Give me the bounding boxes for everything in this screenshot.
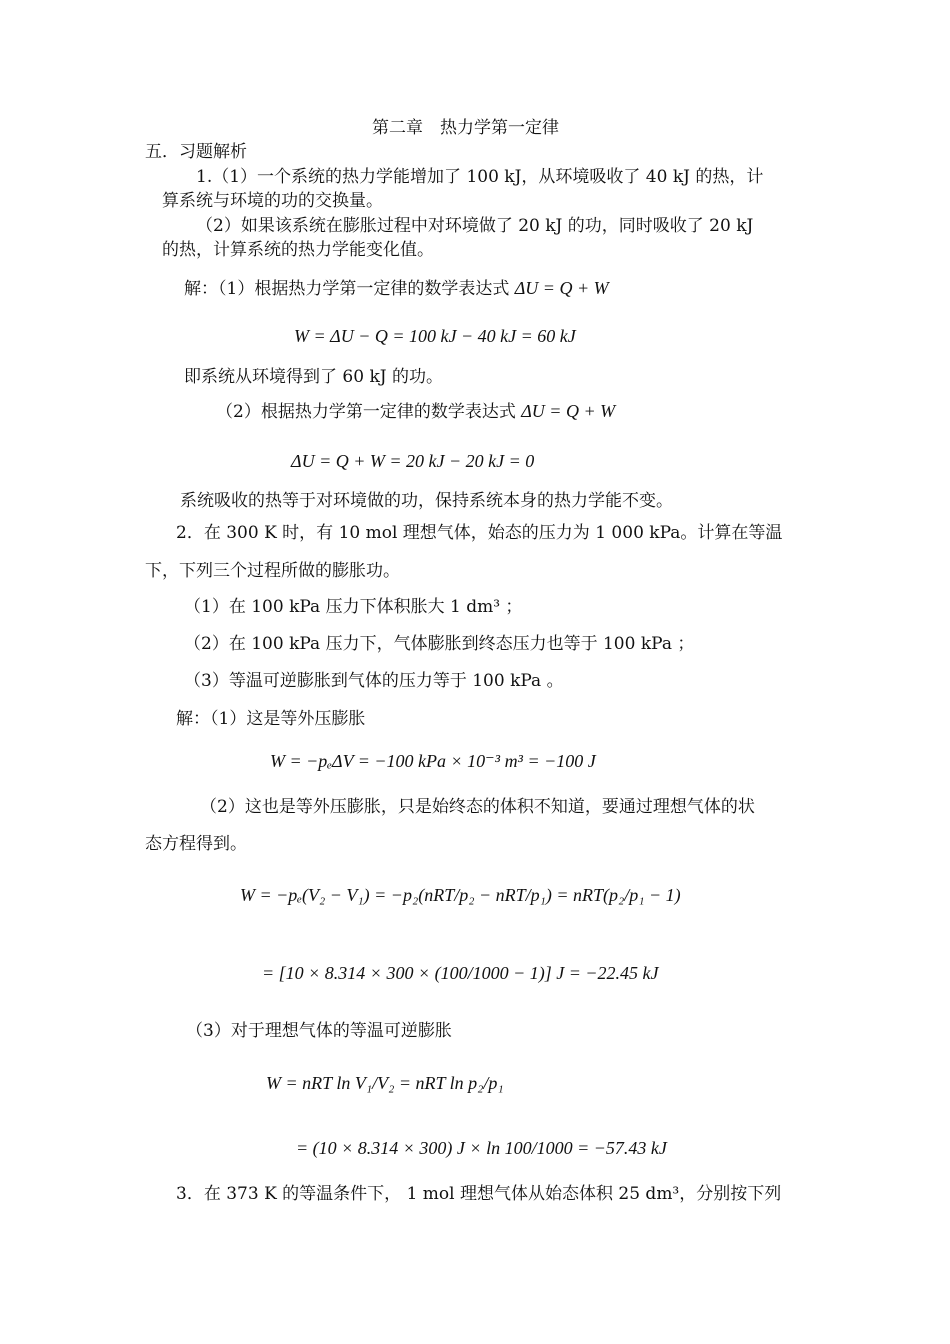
section-heading: 五．习题解析: [145, 142, 247, 162]
work-equation-1: W = ΔU − Q = 100 kJ − 40 kJ = 60 kJ: [294, 326, 576, 346]
problem-2-line-1: 2．在 300 K 时，有 10 mol 理想气体，始态的压力为 1 000 kPa。计算在等温: [176, 523, 783, 543]
problem-1-line-3: （2）如果该系统在膨胀过程中对环境做了 20 kJ 的功，同时吸收了 20 kJ: [196, 216, 754, 236]
problem-2-part-3: （3）等温可逆膨胀到气体的压力等于 100 kPa 。: [184, 671, 564, 691]
solution-2-1-intro: 解：（1）这是等外压膨胀: [176, 709, 366, 729]
work-equation-3: W = −pₑ(V₂ − V₁) = −p₂(nRT/p₂ − nRT/p₁) = nRT(p₂/p₁ − 1): [240, 885, 681, 905]
problem-2-line-2: 下，下列三个过程所做的膨胀功。: [145, 561, 400, 581]
solution-2-3-intro: （3）对于理想气体的等温可逆膨胀: [186, 1021, 452, 1041]
solution-1-text: 解：（1）根据热力学第一定律的数学表达式: [184, 279, 510, 299]
solution-2-2-line-2: 态方程得到。: [145, 834, 247, 854]
work-equation-4-result: = (10 × 8.314 × 300) J × ln 100/1000 = −57.43 kJ: [296, 1138, 667, 1158]
work-equation-2: W = −pₑΔV = −100 kPa × 10⁻³ m³ = −100 J: [270, 751, 596, 771]
problem-1-line-4: 的热，计算系统的热力学能变化值。: [162, 240, 434, 260]
problem-2-part-1: （1）在 100 kPa 压力下体积胀大 1 dm³ ；: [184, 597, 523, 617]
solution-2-2-line-1: （2）这也是等外压膨胀，只是始终态的体积不知道，要通过理想气体的状: [200, 797, 755, 817]
solution-2-text: （2）根据热力学第一定律的数学表达式: [216, 402, 516, 422]
problem-1-line-1: 1.（1）一个系统的热力学能增加了 100 kJ，从环境吸收了 40 kJ 的热，计: [196, 167, 764, 187]
first-law-equation-2: ΔU = Q + W: [521, 401, 616, 421]
work-equation-3-result: = [10 × 8.314 × 300 × (100/1000 − 1)] J = −22.45 kJ: [262, 963, 659, 983]
solution-1-result: 即系统从环境得到了 60 kJ 的功。: [184, 367, 443, 387]
problem-2-part-2: （2）在 100 kPa 压力下，气体膨胀到终态压力也等于 100 kPa ；: [184, 634, 695, 654]
problem-3-line-1: 3．在 373 K 的等温条件下， 1 mol 理想气体从始态体积 25 dm³，分别按下列: [176, 1184, 782, 1204]
solution-2-result: 系统吸收的热等于对环境做的功，保持系统本身的热力学能不变。: [180, 491, 673, 511]
chapter-title: 第二章 热力学第一定律: [372, 118, 559, 138]
solution-1-intro: [184, 277, 609, 300]
problem-1-line-2: 算系统与环境的功的交换量。: [162, 191, 383, 211]
solution-2-intro: [216, 400, 615, 423]
energy-equation: ΔU = Q + W = 20 kJ − 20 kJ = 0: [291, 451, 535, 471]
first-law-equation: ΔU = Q + W: [514, 278, 609, 298]
work-equation-4: W = nRT ln V₁/V₂ = nRT ln p₂/p₁: [266, 1073, 504, 1093]
